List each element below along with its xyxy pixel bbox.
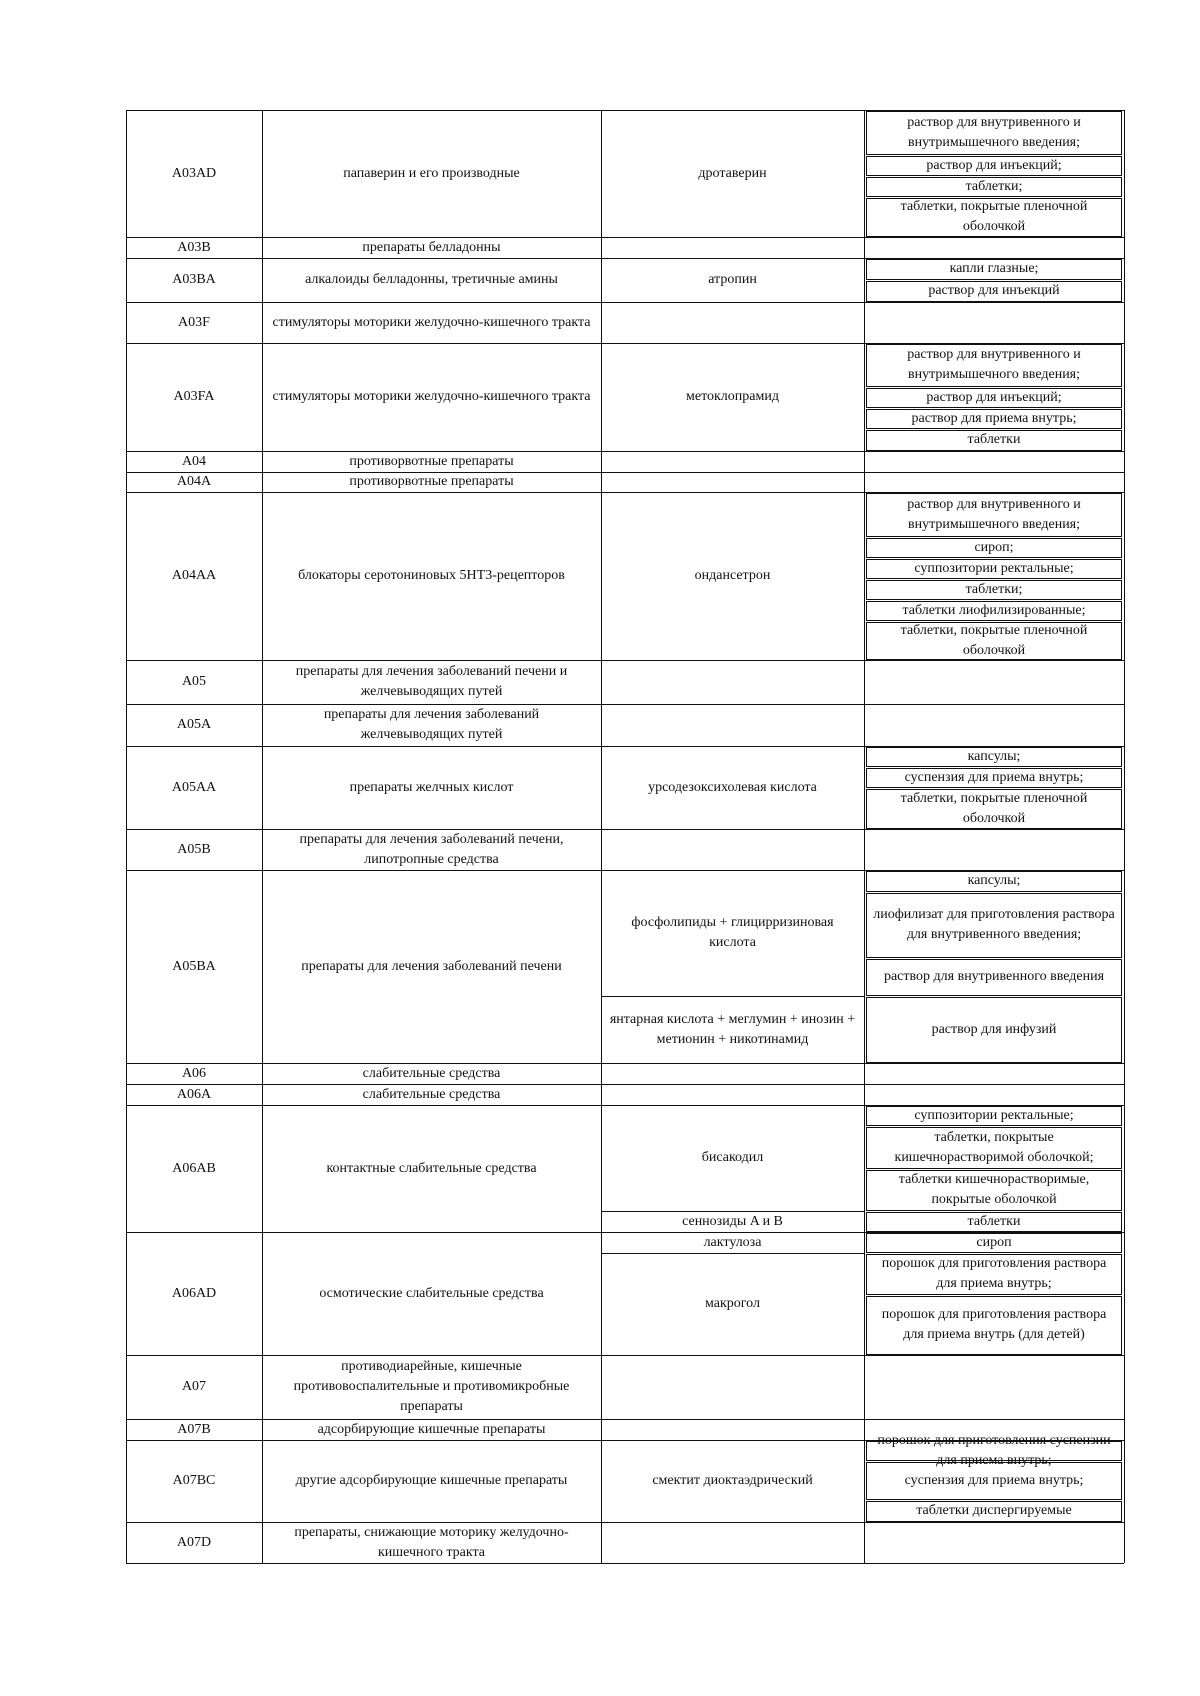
dosage-form-cell: таблетки лиофилизированные; (902, 602, 1086, 618)
atc-code-cell: A04AA (171, 568, 217, 583)
drug-name-cell: лактулоза (703, 1234, 762, 1250)
dosage-form-cell: суппозитории ректальные; (914, 560, 1074, 576)
table-column-line (126, 110, 127, 1563)
atc-code-cell: A07B (177, 1421, 211, 1437)
table-column-line (601, 110, 602, 1563)
dosage-form-cell: раствор для внутривенного и внутримышечного введения; (907, 496, 1081, 532)
group-name-cell: стимуляторы моторики желудочно-кишечного тракта (272, 314, 591, 330)
drug-name-cell: дротаверин (698, 165, 767, 181)
atc-code-cell: A03F (178, 314, 210, 330)
drug-name-cell: сеннозиды A и B (682, 1213, 783, 1229)
dosage-form-cell: раствор для инфузий (931, 1021, 1057, 1037)
dosage-form-cell: раствор для внутривенного и внутримышечного введения; (907, 114, 1081, 150)
dosage-form-cell: лиофилизат для приготовления раствора для внутривенного введения; (873, 907, 1115, 942)
dosage-form-cell: суспензия для приема внутрь; (904, 769, 1084, 785)
atc-code-cell: A06AB (172, 1160, 216, 1176)
group-name-cell: алкалоиды белладонны, третичные амины (305, 272, 558, 287)
atc-code-cell: A03AD (171, 165, 217, 181)
dosage-form-cell: таблетки, покрытые пленочной оболочкой (900, 790, 1088, 826)
table-column-line (1124, 110, 1125, 1563)
drug-name-cell: урсодезоксихолевая кислота (648, 779, 817, 795)
group-name-cell: осмотические слабительные средства (319, 1285, 544, 1301)
dosage-form-cell: порошок для приготовления суспензии для приема внутрь; (877, 1432, 1111, 1468)
drug-name-cell: бисакодил (701, 1150, 764, 1165)
dosage-form-cell: порошок для приготовления раствора для приема внутрь (для детей) (881, 1307, 1107, 1342)
atc-code-cell: A03BA (172, 272, 216, 287)
dosage-form-cell: капсулы; (967, 748, 1021, 764)
drug-name-cell: атропин (708, 272, 757, 287)
group-name-cell: другие адсорбирующие кишечные препараты (295, 1473, 568, 1488)
atc-code-cell: A06 (181, 1065, 207, 1081)
group-name-cell: слабительные средства (362, 1086, 501, 1102)
dosage-form-cell: таблетки диспергируемые (916, 1503, 1072, 1518)
drug-name-cell: янтарная кислота + меглумин + инозин + метионин + никотинамид (609, 1011, 856, 1047)
dosage-form-cell: таблетки, покрытые кишечнорастворимой оболочкой; (894, 1129, 1094, 1165)
dosage-form-cell: сироп (976, 1234, 1012, 1250)
dosage-form-cell: раствор для инъекций; (926, 157, 1062, 173)
atc-code-cell: A03FA (173, 389, 215, 404)
table-column-line (262, 110, 263, 1563)
dosage-form-cell: таблетки (967, 1213, 1021, 1229)
atc-code-cell: A05 (181, 674, 207, 689)
drug-name-cell: смектит диоктаэдрический (652, 1473, 813, 1488)
group-name-cell: папаверин и его производные (343, 165, 520, 181)
table-column-line (864, 110, 865, 1563)
atc-code-cell: A04A (176, 474, 212, 489)
dosage-form-cell: суспензия для приема внутрь; (904, 1472, 1084, 1488)
group-name-cell: адсорбирующие кишечные препараты (317, 1421, 546, 1437)
drug-name-cell: фосфолипиды + глицирризиновая кислота (631, 915, 834, 950)
dosage-form-cell: раствор для внутривенного введения (883, 969, 1105, 984)
drug-name-cell: ондансетрон (694, 568, 771, 583)
dosage-form-cell: таблетки кишечнорастворимые, покрытые оболочкой (898, 1172, 1090, 1207)
atc-code-cell: A07BC (172, 1473, 216, 1488)
group-name-cell: контактные слабительные средства (326, 1160, 537, 1176)
dosage-form-cell: таблетки; (965, 581, 1023, 597)
dosage-form-cell: суппозитории ректальные; (914, 1107, 1074, 1123)
atc-code-cell: A04 (181, 453, 207, 469)
group-name-cell: препараты для лечения заболеваний печени и желчевыводящих путей (295, 664, 568, 699)
atc-code-cell: A05A (176, 717, 212, 732)
group-name-cell: препараты, снижающие моторику желудочно-кишечного тракта (294, 1524, 569, 1560)
group-name-cell: противорвотные препараты (349, 474, 514, 489)
group-name-cell: препараты для лечения заболеваний желчевыводящих путей (323, 707, 540, 742)
dosage-form-cell: таблетки (967, 432, 1021, 447)
atc-code-cell: A05BA (172, 958, 216, 974)
dosage-form-cell: капсулы; (967, 873, 1021, 888)
drug-name-cell: макрогол (705, 1296, 760, 1311)
atc-code-cell: A07D (176, 1534, 212, 1550)
dosage-form-cell: капли глазные; (949, 261, 1039, 276)
group-name-cell: противорвотные препараты (349, 453, 514, 469)
dosage-form-cell: таблетки; (965, 178, 1023, 194)
atc-code-cell: A06AD (171, 1285, 217, 1301)
group-name-cell: блокаторы серотониновых 5HT3-рецепторов (298, 568, 565, 583)
dosage-form-cell: раствор для приема внутрь; (911, 410, 1077, 426)
dosage-form-cell: таблетки, покрытые пленочной оболочкой (900, 622, 1088, 658)
atc-code-cell: A05B (177, 841, 211, 857)
group-name-cell: стимуляторы моторики желудочно-кишечного тракта (272, 389, 591, 404)
group-name-cell: препараты желчных кислот (349, 779, 514, 795)
atc-code-cell: A06A (176, 1086, 212, 1102)
dosage-form-cell: раствор для внутривенного и внутримышечного введения; (907, 347, 1081, 382)
atc-code-cell: A07 (181, 1379, 207, 1394)
atc-code-cell: A05AA (171, 779, 217, 795)
dosage-form-cell: таблетки, покрытые пленочной оболочкой (900, 199, 1088, 234)
table-row-line (126, 1563, 1124, 1564)
dosage-form-cell: сироп; (974, 539, 1014, 555)
group-name-cell: препараты белладонны (362, 239, 501, 255)
group-name-cell: слабительные средства (362, 1065, 501, 1081)
atc-code-cell: A03B (177, 239, 211, 255)
group-name-cell: противодиарейные, кишечные противовоспалительные и противомикробные препараты (293, 1359, 570, 1414)
dosage-form-cell: раствор для инъекций (928, 283, 1060, 298)
drug-name-cell: метоклопрамид (686, 389, 779, 404)
dosage-form-cell: раствор для инъекций; (926, 389, 1062, 405)
group-name-cell: препараты для лечения заболеваний печени (301, 958, 562, 974)
group-name-cell: препараты для лечения заболеваний печени, липотропные средства (299, 831, 564, 867)
dosage-form-cell: порошок для приготовления раствора для приема внутрь; (881, 1256, 1107, 1291)
